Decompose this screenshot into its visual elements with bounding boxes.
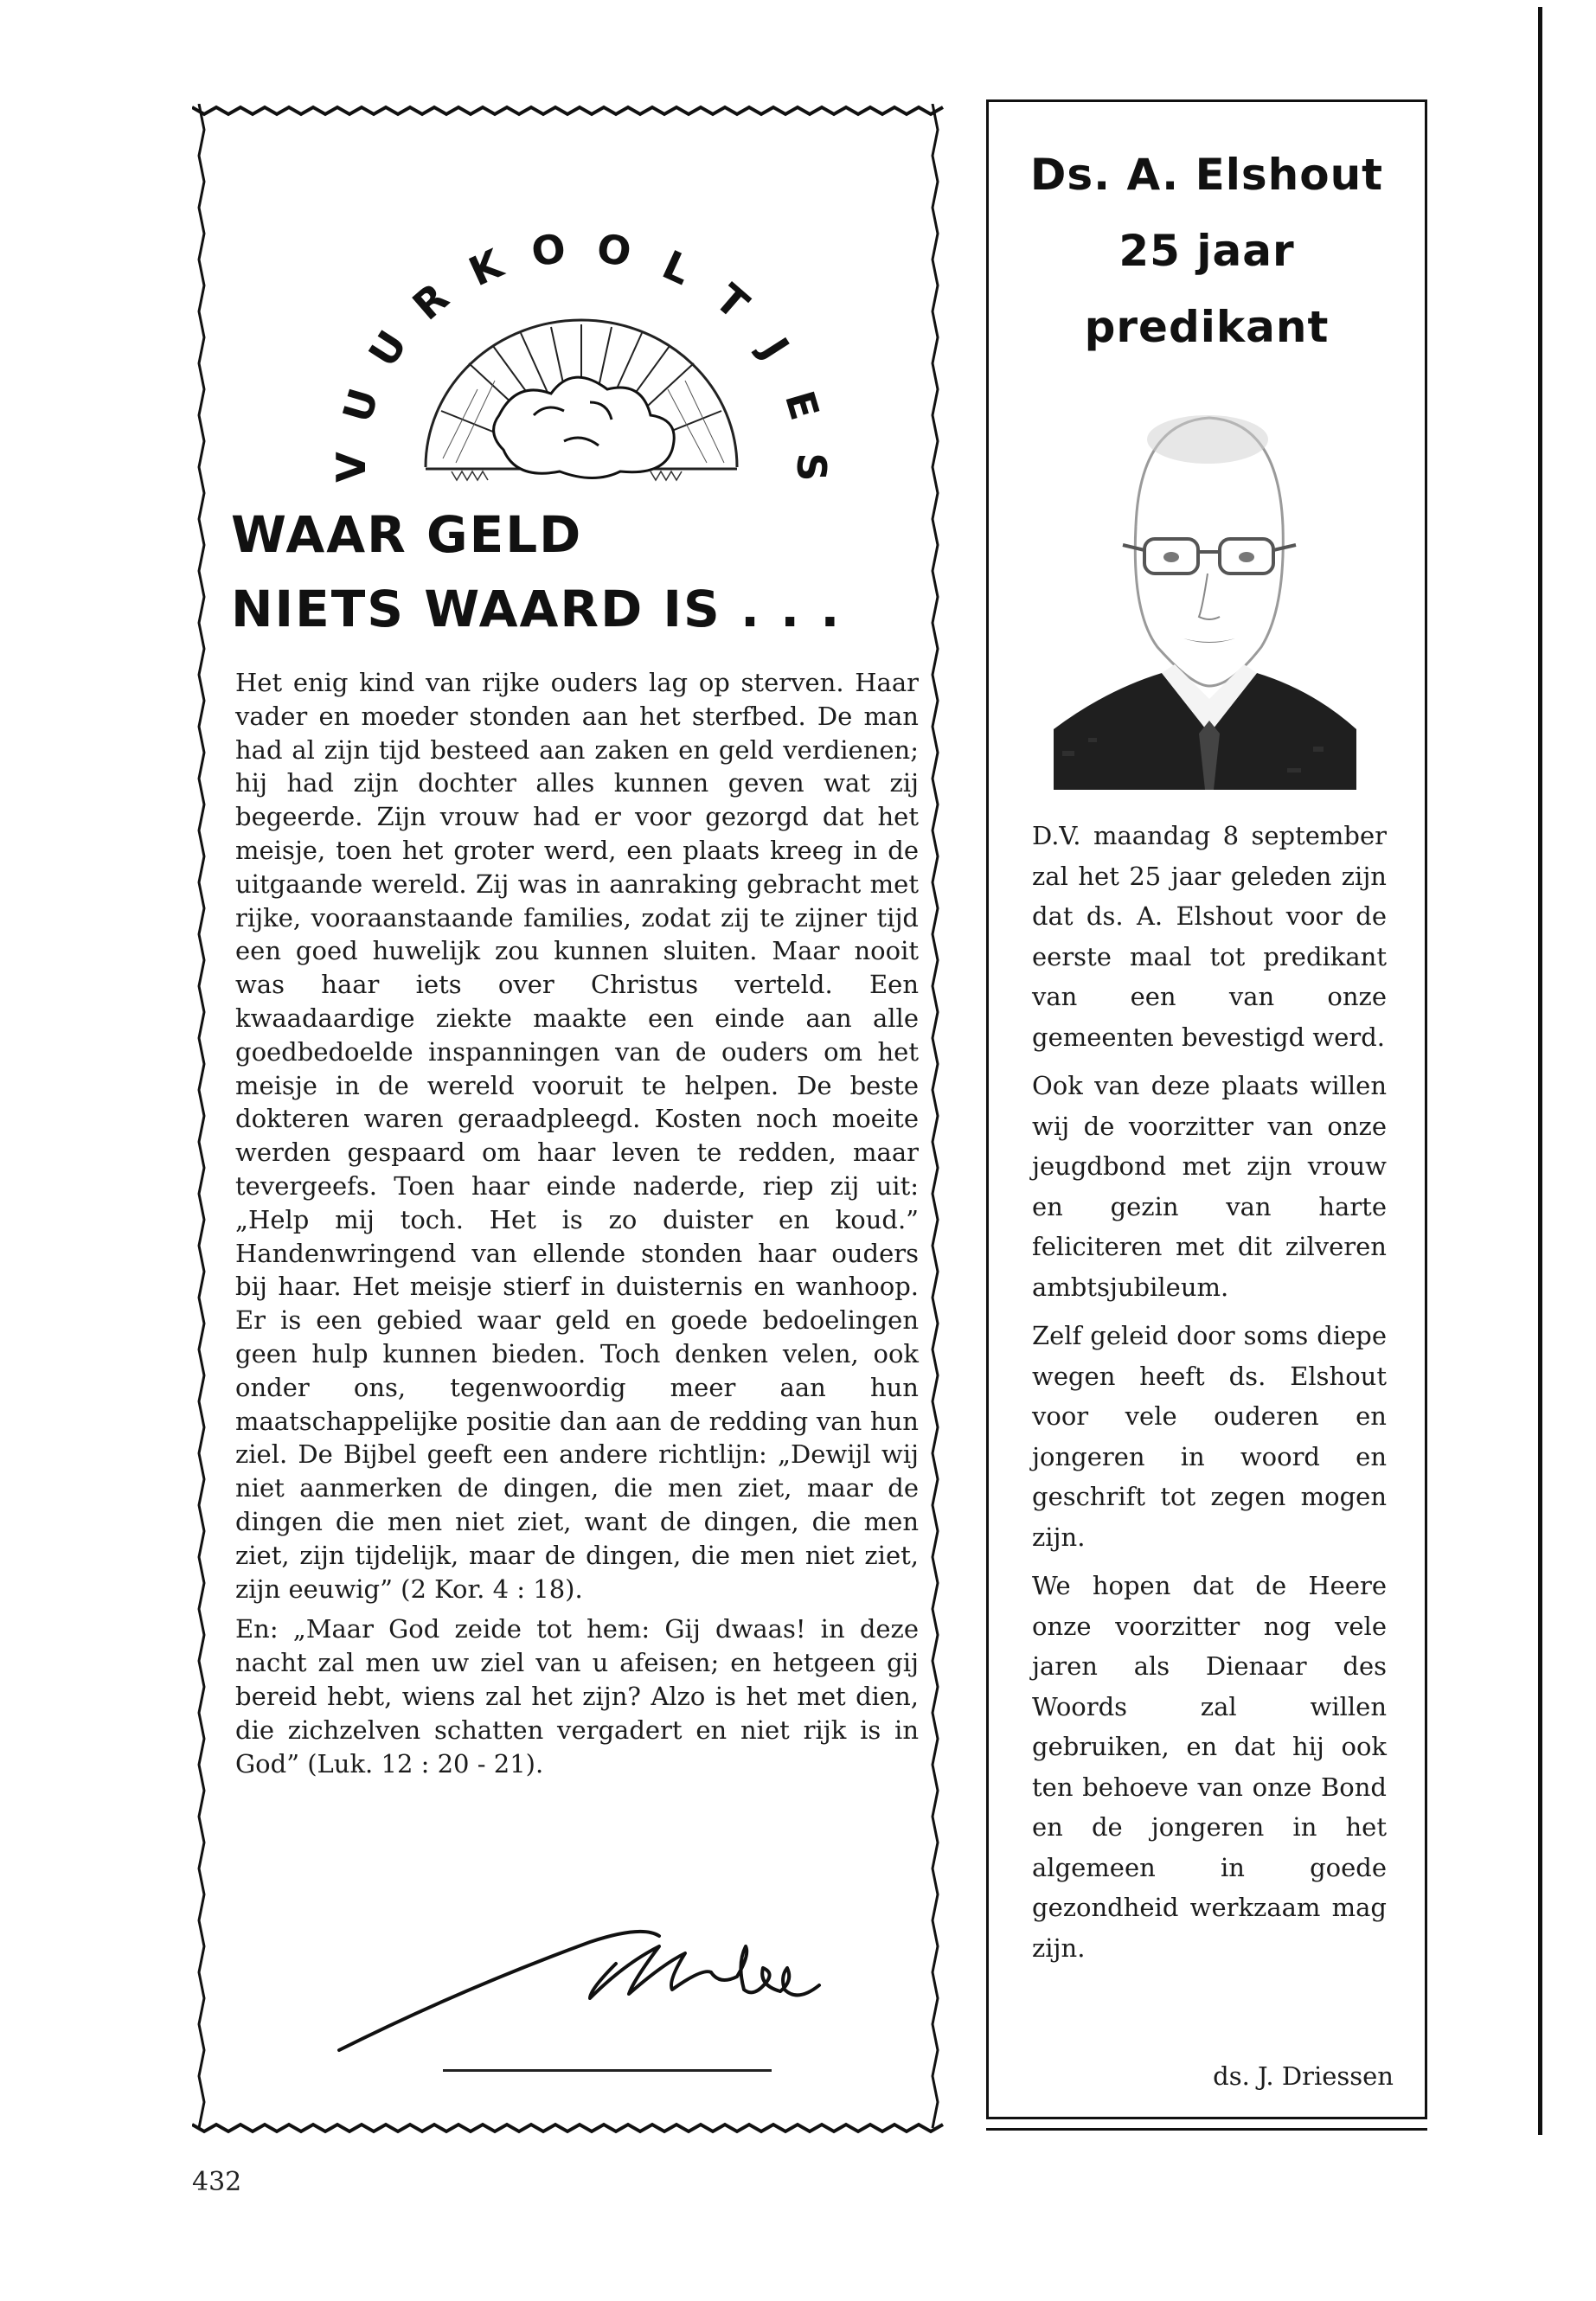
signature-underline [443, 2069, 772, 2072]
headline-line-2: NIETS WAARD IS . . . [231, 580, 842, 638]
notice-title-line-3: predikant [1084, 302, 1330, 352]
vuurkooltjes-logo [304, 130, 858, 545]
logo-letter: U [333, 383, 388, 428]
notice-title [989, 137, 1425, 365]
notice-paragraph: Zelf geleid door soms diepe wegen heeft ds. Elshout voor vele ouderen en jongeren in woord en geschrift tot zegen mogen zijn. [1032, 1321, 1387, 1552]
article-headline [231, 497, 923, 646]
handwritten-signature [330, 1894, 849, 2059]
notice-paragraph: Ook van deze plaats willen wij de voorzitter van onze jeugdbond met zijn vrouw en gezin van harte feliciteren met dit zilveren ambtsjubileum. [1032, 1071, 1387, 1302]
logo-letter: O [593, 224, 635, 276]
logo-letter: E [775, 385, 829, 426]
page-number: 432 [192, 2167, 242, 2197]
notice-paragraph: We hopen dat de Heere onze voorzitter nog vele jaren als Dienaar des Woords zal willen gebruiken, en dat hij ook ten behoeve van onze Bond en de jongeren in het algemeen in goede gezondheid werkzaam mag zijn. [1032, 1571, 1387, 1963]
notice-signature: ds. J. Driessen [1213, 2061, 1394, 2091]
headline-line-1: WAAR GELD [231, 505, 583, 564]
logo-letter: L [656, 240, 699, 295]
page-edge-rule [1538, 7, 1542, 2135]
jubilee-notice [986, 99, 1427, 2119]
logo-letter: K [462, 240, 510, 296]
logo-letter: S [788, 452, 835, 482]
logo-letter: J [751, 330, 799, 368]
article-paragraph: Het enig kind van rijke ouders lag op sterven. Haar vader en moeder stonden aan het sterfbed. De man had al zijn tijd besteed aan zaken en geld verdienen; hij had zijn dochter alles kunnen geven wat zij begeerde. Zijn vrouw had er voor gezorgd dat het meisje, toen het groter werd, een plaats kreeg in de uitgaande wereld. Zij was in aanraking gebracht met rijke, vooraanstaande families, zodat zij te zijner tijd een goed huwelijk zou kunnen sluiten. Maar nooit was haar iets over Christus verteld. Een kwaadaardige ziekte maakte een einde aan alle goedbedoelde inspanningen van de ouders om het meisje in de wereld vooruit te helpen. De beste dokteren waren geraadpleegd. Kosten noch moeite werden gespaard om haar leven te redden, maar tevergeefs. Toen haar einde naderde, riep zij uit: „Help mij toch. Het is zo duister en koud.” Handenwringend van ellende stonden haar ouders bij haar. Het meisje stierf in duisternis en wanhoop. Er is een gebied waar geld en goede bedoelingen geen hulp kunnen bieden. Toch denken velen, ook onder ons, tegenwoordig meer aan hun maatschappelijke positie dan aan de redding van hun ziel. De Bijbel geeft een andere richtlijn: „Dewijl wij niet aanmerken de dingen, die men ziet, maar de dingen die men niet ziet, want de dingen, die men ziet, zijn tijdelijk, maar de dingen, die men niet ziet, zijn eeuwig” (2 Kor. 4 : 18). [235, 668, 919, 1604]
notice-title-line-1: Ds. A. Elshout [1029, 150, 1384, 200]
notice-paragraph: D.V. maandag 8 september zal het 25 jaar geleden zijn dat ds. A. Elshout voor de eerste maal tot predikant van een van onze gemeenten bevestigd werd. [1032, 821, 1387, 1052]
logo-letter: R [403, 273, 458, 330]
article-body [235, 666, 919, 1787]
logo-letter: T [706, 274, 758, 329]
logo-letter: V [328, 452, 375, 483]
notice-body [1032, 816, 1387, 1977]
logo-letter: O [528, 224, 569, 276]
notice-title-line-2: 25 jaar [1118, 226, 1295, 276]
article-paragraph: En: „Maar God zeide tot hem: Gij dwaas! in deze nacht zal men uw ziel van u afeisen; en hetgeen gij bereid hebt, wiens zal het zijn? Alzo is het met dien, die zichzelven schatten vergadert en niet rijk is in God” (Luk. 12 : 20 - 21). [235, 1614, 919, 1779]
logo-letter: U [359, 322, 417, 375]
vuurkooltjes-article [192, 104, 945, 2137]
portrait-photo [1054, 388, 1356, 790]
